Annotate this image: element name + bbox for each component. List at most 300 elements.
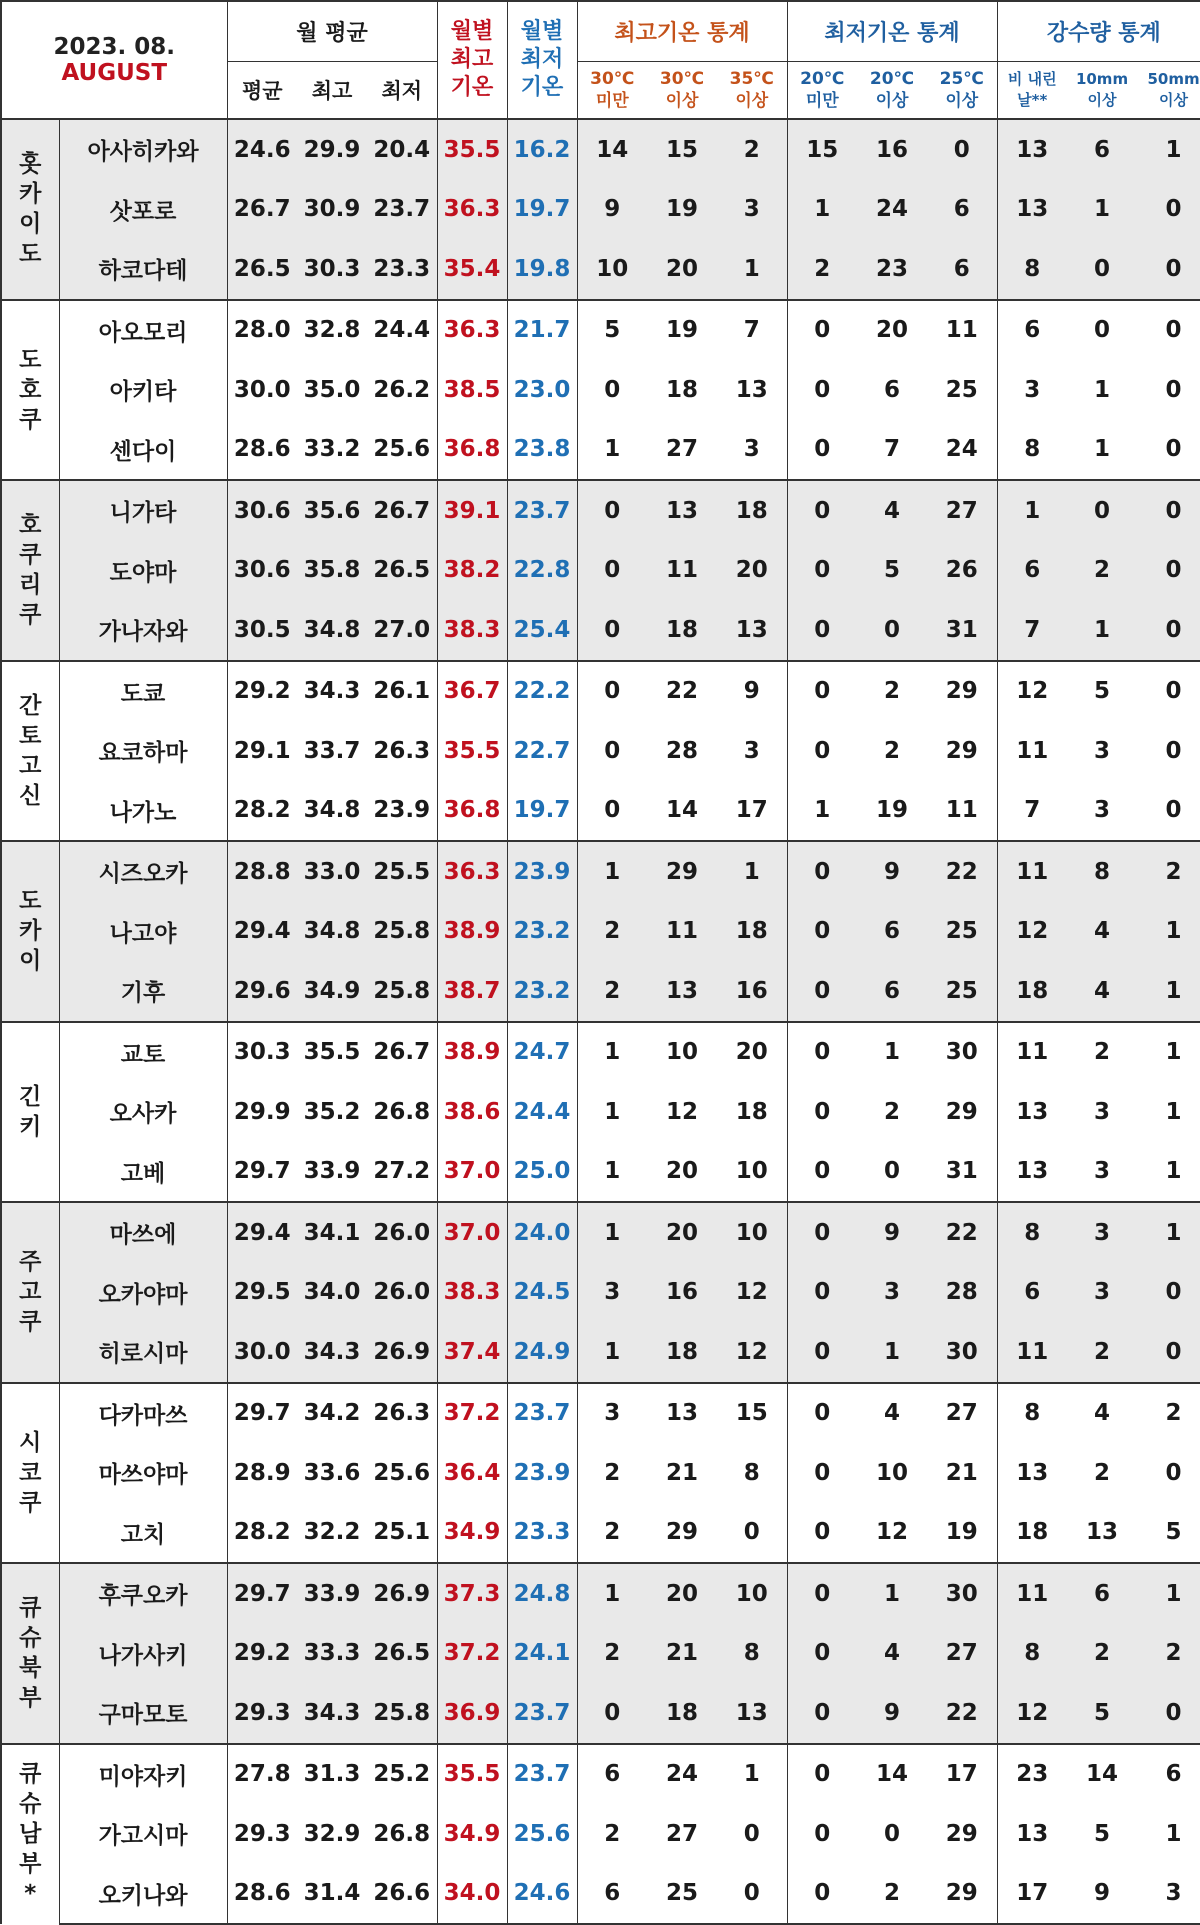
cell-h30lt: 6 <box>577 1864 647 1925</box>
city-name: 하코다테 <box>59 239 227 300</box>
cell-l20ge: 16 <box>857 119 927 180</box>
cell-l20ge: 1 <box>857 1022 927 1083</box>
cell-l20lt: 0 <box>787 721 857 781</box>
cell-max: 32.9 <box>297 1804 367 1864</box>
cell-l20ge: 7 <box>857 420 927 481</box>
cell-l20lt: 0 <box>787 1263 857 1323</box>
cell-mmax: 35.4 <box>437 239 507 300</box>
cell-mmin: 23.9 <box>507 1443 577 1503</box>
table-row <box>1 1082 1200 1142</box>
cell-min: 26.6 <box>367 1864 437 1925</box>
cell-h30ge: 28 <box>647 721 717 781</box>
cell-min: 25.8 <box>367 902 437 962</box>
cell-l20ge: 9 <box>857 841 927 902</box>
cell-max: 35.0 <box>297 360 367 420</box>
cell-l20ge: 2 <box>857 721 927 781</box>
city-name: 나가노 <box>59 781 227 842</box>
cell-h30lt: 2 <box>577 1443 647 1503</box>
cell-min: 27.2 <box>367 1142 437 1203</box>
cell-mmax: 36.3 <box>437 841 507 902</box>
header-low-over20-a: 20℃ <box>869 68 915 89</box>
header-rain-50mm-b: 이상 <box>1159 90 1189 109</box>
cell-rain: 7 <box>997 600 1067 661</box>
cell-mmax: 38.6 <box>437 1082 507 1142</box>
region-group <box>1 1022 1200 1203</box>
cell-h30lt: 2 <box>577 1804 647 1864</box>
cell-mmin: 23.2 <box>507 961 577 1022</box>
cell-l20lt: 0 <box>787 1322 857 1383</box>
header-low-over25 <box>927 61 997 119</box>
cell-min: 26.8 <box>367 1804 437 1864</box>
cell-h35ge: 10 <box>717 1563 787 1624</box>
cell-mmin: 25.6 <box>507 1804 577 1864</box>
cell-h30ge: 14 <box>647 781 717 842</box>
region-group <box>1 1383 1200 1564</box>
table-row <box>1 541 1200 601</box>
date-cell <box>1 1 227 119</box>
city-name: 미야자키 <box>59 1744 227 1805</box>
region-name <box>1 480 59 661</box>
cell-h30lt: 0 <box>577 1683 647 1744</box>
header-low-over20 <box>857 61 927 119</box>
cell-min: 23.7 <box>367 180 437 240</box>
cell-r10: 5 <box>1067 1804 1137 1864</box>
cell-max: 29.9 <box>297 119 367 180</box>
cell-mmax: 34.9 <box>437 1804 507 1864</box>
cell-l20lt: 0 <box>787 360 857 420</box>
cell-l25ge: 29 <box>927 721 997 781</box>
region-group <box>1 1202 1200 1383</box>
cell-mmax: 37.3 <box>437 1563 507 1624</box>
cell-l20lt: 0 <box>787 1563 857 1624</box>
region-label: 주고쿠 <box>19 1249 42 1336</box>
cell-mmin: 24.7 <box>507 1022 577 1083</box>
cell-mmax: 35.5 <box>437 721 507 781</box>
city-name: 기후 <box>59 961 227 1022</box>
cell-l20ge: 4 <box>857 1624 927 1684</box>
cell-h30lt: 1 <box>577 841 647 902</box>
cell-min: 25.8 <box>367 1683 437 1744</box>
region-label: 호쿠리쿠 <box>19 512 42 629</box>
cell-l20lt: 0 <box>787 300 857 361</box>
cell-r10: 4 <box>1067 1383 1137 1444</box>
header-monthly-min-line2: 최저 <box>520 47 564 72</box>
cell-l20ge: 19 <box>857 781 927 842</box>
cell-h35ge: 13 <box>717 600 787 661</box>
cell-l20ge: 1 <box>857 1563 927 1624</box>
city-name: 고치 <box>59 1503 227 1564</box>
cell-h35ge: 18 <box>717 480 787 541</box>
city-name: 센다이 <box>59 420 227 481</box>
cell-l25ge: 25 <box>927 360 997 420</box>
cell-h30ge: 24 <box>647 1744 717 1805</box>
cell-l20lt: 0 <box>787 420 857 481</box>
cell-r50: 6 <box>1137 1744 1200 1805</box>
table-row <box>1 1804 1200 1864</box>
cell-h30ge: 18 <box>647 360 717 420</box>
cell-h30ge: 13 <box>647 1383 717 1444</box>
cell-rain: 8 <box>997 1624 1067 1684</box>
cell-h30lt: 2 <box>577 961 647 1022</box>
cell-h35ge: 8 <box>717 1624 787 1684</box>
table-row <box>1 1864 1200 1925</box>
city-name: 아오모리 <box>59 300 227 361</box>
cell-l25ge: 25 <box>927 961 997 1022</box>
cell-h30lt: 1 <box>577 1202 647 1263</box>
cell-mmin: 24.5 <box>507 1263 577 1323</box>
cell-max: 34.8 <box>297 600 367 661</box>
cell-l20ge: 2 <box>857 1082 927 1142</box>
cell-r50: 0 <box>1137 1443 1200 1503</box>
city-name: 아사히카와 <box>59 119 227 180</box>
cell-l20lt: 1 <box>787 180 857 240</box>
cell-h35ge: 0 <box>717 1804 787 1864</box>
cell-h35ge: 9 <box>717 661 787 722</box>
cell-max: 34.2 <box>297 1383 367 1444</box>
region-group <box>1 661 1200 842</box>
cell-mmax: 37.0 <box>437 1202 507 1263</box>
table-row <box>1 420 1200 481</box>
cell-l20lt: 0 <box>787 661 857 722</box>
cell-r50: 1 <box>1137 1202 1200 1263</box>
cell-l20lt: 0 <box>787 1022 857 1083</box>
table-row <box>1 360 1200 420</box>
table-row <box>1 1683 1200 1744</box>
cell-avg: 28.8 <box>227 841 297 902</box>
cell-min: 23.9 <box>367 781 437 842</box>
cell-h35ge: 16 <box>717 961 787 1022</box>
cell-l25ge: 21 <box>927 1443 997 1503</box>
cell-r10: 0 <box>1067 239 1137 300</box>
city-name: 마쓰에 <box>59 1202 227 1263</box>
group-low-temp-stats: 최저기온 통계 <box>787 1 997 61</box>
cell-r10: 4 <box>1067 961 1137 1022</box>
table-row <box>1 1503 1200 1564</box>
table-row <box>1 1563 1200 1624</box>
cell-min: 26.0 <box>367 1202 437 1263</box>
cell-h35ge: 7 <box>717 300 787 361</box>
cell-r50: 2 <box>1137 841 1200 902</box>
header-monthly-min-line3: 기온 <box>520 75 564 100</box>
cell-r10: 6 <box>1067 119 1137 180</box>
cell-h30ge: 11 <box>647 902 717 962</box>
cell-h30ge: 29 <box>647 1503 717 1564</box>
cell-h30ge: 11 <box>647 541 717 601</box>
cell-l25ge: 30 <box>927 1322 997 1383</box>
cell-l20lt: 0 <box>787 1202 857 1263</box>
header-high-over30 <box>647 61 717 119</box>
cell-max: 34.1 <box>297 1202 367 1263</box>
cell-l25ge: 6 <box>927 180 997 240</box>
header-low-over25-a: 25℃ <box>939 68 984 89</box>
cell-avg: 30.3 <box>227 1022 297 1083</box>
region-group <box>1 1563 1200 1744</box>
cell-mmin: 23.7 <box>507 1744 577 1805</box>
cell-mmax: 37.2 <box>437 1383 507 1444</box>
cell-l20ge: 2 <box>857 1864 927 1925</box>
cell-h35ge: 13 <box>717 360 787 420</box>
table-row <box>1 119 1200 180</box>
cell-h30ge: 18 <box>647 1322 717 1383</box>
city-name: 히로시마 <box>59 1322 227 1383</box>
cell-h35ge: 13 <box>717 1683 787 1744</box>
cell-avg: 29.5 <box>227 1263 297 1323</box>
cell-max: 34.3 <box>297 1322 367 1383</box>
cell-mmin: 24.4 <box>507 1082 577 1142</box>
cell-r10: 1 <box>1067 600 1137 661</box>
city-name: 니가타 <box>59 480 227 541</box>
header-monthly-max-line3: 기온 <box>450 75 494 100</box>
cell-mmax: 38.2 <box>437 541 507 601</box>
cell-h30lt: 1 <box>577 420 647 481</box>
city-name: 나고야 <box>59 902 227 962</box>
cell-l25ge: 25 <box>927 902 997 962</box>
cell-h30lt: 2 <box>577 1624 647 1684</box>
table-row <box>1 1202 1200 1263</box>
cell-l20ge: 10 <box>857 1443 927 1503</box>
cell-min: 26.5 <box>367 1624 437 1684</box>
cell-mmin: 25.4 <box>507 600 577 661</box>
cell-rain: 13 <box>997 1082 1067 1142</box>
cell-r10: 1 <box>1067 360 1137 420</box>
city-name: 가나자와 <box>59 600 227 661</box>
cell-r50: 1 <box>1137 1563 1200 1624</box>
cell-l20lt: 0 <box>787 480 857 541</box>
cell-l25ge: 22 <box>927 1683 997 1744</box>
table-row <box>1 661 1200 722</box>
cell-h30lt: 0 <box>577 781 647 842</box>
header-monthly-min-line1: 월별 <box>520 19 564 44</box>
cell-l20lt: 0 <box>787 1744 857 1805</box>
cell-h30ge: 21 <box>647 1443 717 1503</box>
table-row <box>1 1443 1200 1503</box>
cell-rain: 12 <box>997 902 1067 962</box>
cell-h30lt: 0 <box>577 541 647 601</box>
cell-mmax: 38.3 <box>437 1263 507 1323</box>
cell-mmin: 24.1 <box>507 1624 577 1684</box>
cell-max: 32.2 <box>297 1503 367 1564</box>
cell-h30lt: 0 <box>577 360 647 420</box>
cell-rain: 1 <box>997 480 1067 541</box>
cell-r10: 0 <box>1067 480 1137 541</box>
header-avg: 평균 <box>227 61 297 119</box>
cell-r50: 0 <box>1137 360 1200 420</box>
cell-h30lt: 14 <box>577 119 647 180</box>
cell-max: 35.2 <box>297 1082 367 1142</box>
header-high-under30-b: 미만 <box>595 90 629 111</box>
cell-h30lt: 5 <box>577 300 647 361</box>
city-name: 후쿠오카 <box>59 1563 227 1624</box>
cell-min: 25.6 <box>367 420 437 481</box>
cell-h30lt: 1 <box>577 1563 647 1624</box>
region-name <box>1 661 59 842</box>
cell-mmin: 24.6 <box>507 1864 577 1925</box>
cell-l20lt: 0 <box>787 1142 857 1203</box>
cell-l25ge: 24 <box>927 420 997 481</box>
header-monthly-max <box>437 1 507 119</box>
cell-avg: 29.2 <box>227 661 297 722</box>
cell-l25ge: 27 <box>927 1383 997 1444</box>
region-group <box>1 841 1200 1022</box>
cell-mmax: 36.8 <box>437 420 507 481</box>
cell-avg: 29.1 <box>227 721 297 781</box>
cell-l25ge: 22 <box>927 841 997 902</box>
cell-l20lt: 0 <box>787 1503 857 1564</box>
cell-rain: 13 <box>997 119 1067 180</box>
cell-mmin: 23.2 <box>507 902 577 962</box>
region-group <box>1 480 1200 661</box>
cell-avg: 28.0 <box>227 300 297 361</box>
cell-avg: 29.6 <box>227 961 297 1022</box>
cell-rain: 13 <box>997 1804 1067 1864</box>
cell-max: 33.9 <box>297 1142 367 1203</box>
cell-l25ge: 29 <box>927 1804 997 1864</box>
cell-r50: 2 <box>1137 1383 1200 1444</box>
cell-avg: 30.0 <box>227 1322 297 1383</box>
cell-min: 24.4 <box>367 300 437 361</box>
cell-max: 30.3 <box>297 239 367 300</box>
cell-avg: 29.3 <box>227 1804 297 1864</box>
region-label: 큐슈북부 <box>19 1595 42 1712</box>
cell-max: 30.9 <box>297 180 367 240</box>
cell-l20ge: 9 <box>857 1202 927 1263</box>
cell-h35ge: 10 <box>717 1202 787 1263</box>
cell-avg: 30.0 <box>227 360 297 420</box>
cell-avg: 26.7 <box>227 180 297 240</box>
cell-avg: 29.4 <box>227 1202 297 1263</box>
cell-r50: 0 <box>1137 1322 1200 1383</box>
cell-rain: 11 <box>997 1563 1067 1624</box>
cell-l25ge: 27 <box>927 1624 997 1684</box>
cell-l20lt: 2 <box>787 239 857 300</box>
cell-max: 35.8 <box>297 541 367 601</box>
table-row <box>1 1744 1200 1805</box>
cell-h30lt: 0 <box>577 661 647 722</box>
cell-rain: 8 <box>997 1383 1067 1444</box>
cell-h35ge: 3 <box>717 420 787 481</box>
cell-l25ge: 11 <box>927 300 997 361</box>
cell-l25ge: 29 <box>927 1864 997 1925</box>
cell-l25ge: 29 <box>927 661 997 722</box>
cell-r50: 0 <box>1137 781 1200 842</box>
cell-mmax: 38.3 <box>437 600 507 661</box>
cell-r50: 1 <box>1137 1022 1200 1083</box>
table-row <box>1 841 1200 902</box>
cell-l20ge: 0 <box>857 600 927 661</box>
table-row <box>1 1022 1200 1083</box>
header-high-under30-a: 30℃ <box>590 68 635 89</box>
cell-mmin: 16.2 <box>507 119 577 180</box>
cell-l20lt: 0 <box>787 600 857 661</box>
cell-r10: 4 <box>1067 902 1137 962</box>
cell-l20lt: 0 <box>787 1624 857 1684</box>
cell-l20lt: 1 <box>787 781 857 842</box>
cell-h30lt: 3 <box>577 1263 647 1323</box>
cell-min: 25.5 <box>367 841 437 902</box>
cell-h30ge: 18 <box>647 1683 717 1744</box>
table-row <box>1 961 1200 1022</box>
cell-min: 26.7 <box>367 1022 437 1083</box>
region-name <box>1 841 59 1022</box>
cell-min: 25.8 <box>367 961 437 1022</box>
cell-r50: 0 <box>1137 721 1200 781</box>
cell-mmin: 19.7 <box>507 180 577 240</box>
cell-rain: 13 <box>997 1443 1067 1503</box>
cell-mmin: 23.7 <box>507 1383 577 1444</box>
cell-max: 34.3 <box>297 1683 367 1744</box>
cell-mmax: 38.9 <box>437 902 507 962</box>
cell-r10: 2 <box>1067 1624 1137 1684</box>
cell-mmax: 38.9 <box>437 1022 507 1083</box>
table-row <box>1 902 1200 962</box>
group-high-temp-stats: 최고기온 통계 <box>577 1 787 61</box>
cell-h30lt: 6 <box>577 1744 647 1805</box>
cell-h30ge: 18 <box>647 600 717 661</box>
city-name: 요코하마 <box>59 721 227 781</box>
cell-l20ge: 14 <box>857 1744 927 1805</box>
region-group <box>1 1744 1200 1925</box>
cell-l25ge: 27 <box>927 480 997 541</box>
cell-r50: 0 <box>1137 661 1200 722</box>
cell-l20lt: 0 <box>787 541 857 601</box>
table-row <box>1 480 1200 541</box>
cell-l25ge: 30 <box>927 1022 997 1083</box>
cell-avg: 29.7 <box>227 1142 297 1203</box>
cell-avg: 26.5 <box>227 239 297 300</box>
cell-r10: 3 <box>1067 721 1137 781</box>
city-name: 가고시마 <box>59 1804 227 1864</box>
cell-h35ge: 18 <box>717 1082 787 1142</box>
cell-r10: 3 <box>1067 1082 1137 1142</box>
header-low-under20-a: 20℃ <box>800 68 845 89</box>
cell-h30ge: 13 <box>647 961 717 1022</box>
header-low-under20-b: 미만 <box>805 90 839 111</box>
city-name: 교토 <box>59 1022 227 1083</box>
cell-avg: 30.6 <box>227 480 297 541</box>
cell-min: 26.2 <box>367 360 437 420</box>
cell-l20ge: 6 <box>857 902 927 962</box>
cell-mmax: 37.2 <box>437 1624 507 1684</box>
cell-h30lt: 1 <box>577 1022 647 1083</box>
cell-min: 27.0 <box>367 600 437 661</box>
cell-h30ge: 13 <box>647 480 717 541</box>
cell-r10: 3 <box>1067 1202 1137 1263</box>
cell-l20ge: 9 <box>857 1683 927 1744</box>
header-low-over25-b: 이상 <box>945 90 979 111</box>
cell-l20lt: 0 <box>787 961 857 1022</box>
cell-h35ge: 1 <box>717 841 787 902</box>
header-high-over35-b: 이상 <box>735 90 769 111</box>
cell-h30ge: 15 <box>647 119 717 180</box>
cell-h30ge: 10 <box>647 1022 717 1083</box>
header-high-under30 <box>577 61 647 119</box>
cell-l20ge: 6 <box>857 961 927 1022</box>
cell-min: 26.3 <box>367 1383 437 1444</box>
cell-rain: 13 <box>997 180 1067 240</box>
cell-max: 33.2 <box>297 420 367 481</box>
cell-avg: 29.2 <box>227 1624 297 1684</box>
header-monthly-max-line1: 월별 <box>450 19 494 44</box>
cell-mmin: 24.8 <box>507 1563 577 1624</box>
cell-r50: 1 <box>1137 961 1200 1022</box>
cell-mmax: 35.5 <box>437 119 507 180</box>
cell-l20ge: 12 <box>857 1503 927 1564</box>
cell-h35ge: 20 <box>717 1022 787 1083</box>
cell-r50: 1 <box>1137 1142 1200 1203</box>
region-label: 도호쿠 <box>19 346 42 433</box>
city-name: 시즈오카 <box>59 841 227 902</box>
city-name: 구마모토 <box>59 1683 227 1744</box>
